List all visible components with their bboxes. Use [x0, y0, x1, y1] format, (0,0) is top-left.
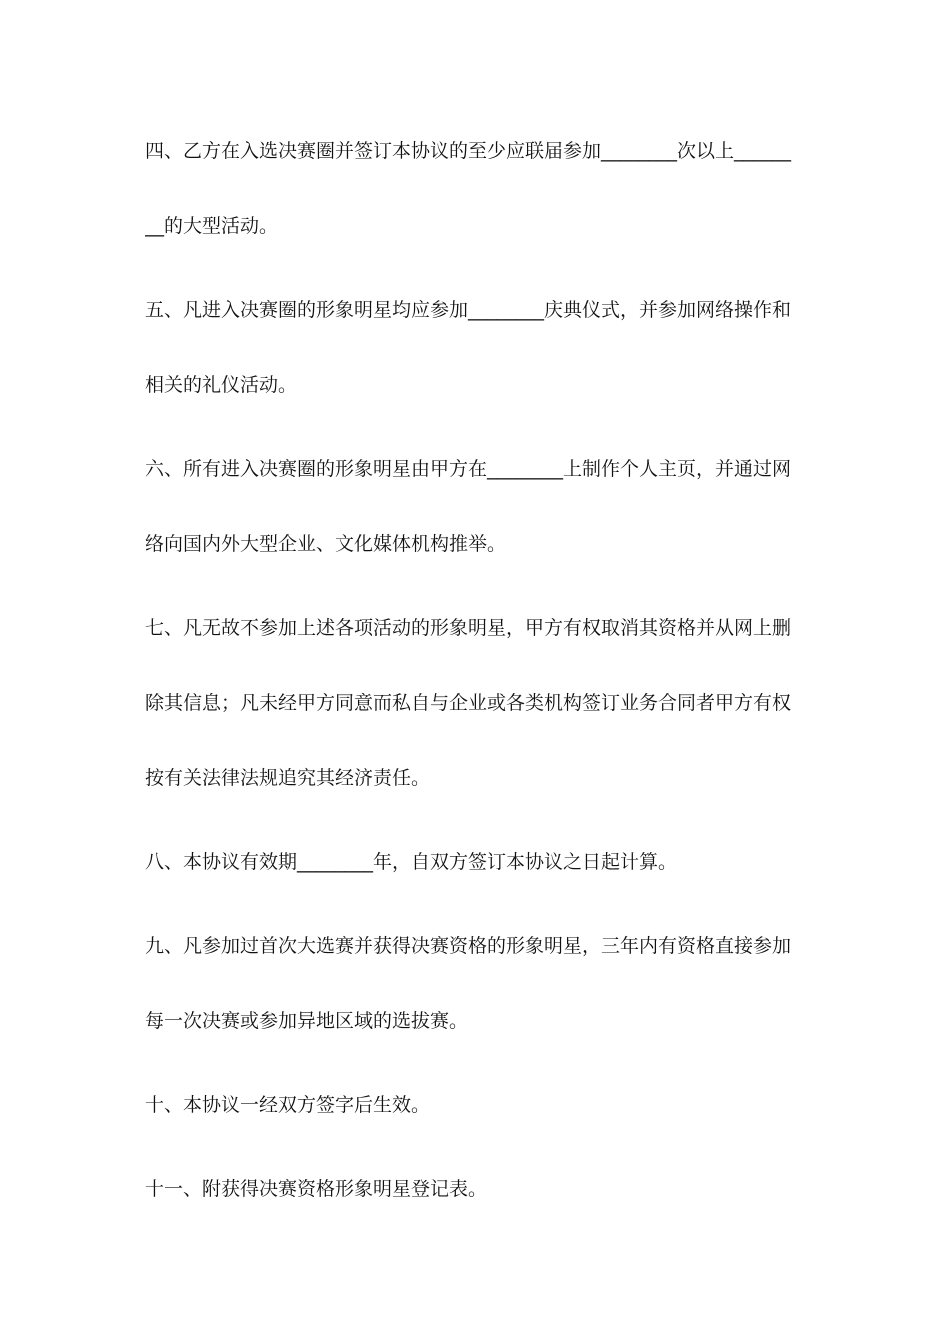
clause-6-line-1: 六、所有进入决赛圈的形象明星由甲方在________上制作个人主页，并通过网: [145, 458, 792, 480]
clause-11-line-1: 十一、附获得决赛资格形象明星登记表。: [145, 1178, 488, 1200]
clause-7-line-1: 七、凡无故不参加上述各项活动的形象明星，甲方有权取消其资格并从网上删: [145, 617, 792, 639]
clause-9-line-1: 九、凡参加过首次大选赛并获得决赛资格的形象明星，三年内有资格直接参加: [145, 935, 792, 957]
clause-5-line-1: 五、凡进入决赛圈的形象明星均应参加________庆典仪式，并参加网络操作和: [145, 299, 792, 321]
clause-4-line-1: 四、乙方在入选决赛圈并签订本协议的至少应联届参加________次以上______: [145, 140, 792, 162]
clause-6-line-2: 络向国内外大型企业、文化媒体机构推举。: [145, 533, 507, 555]
clause-5-line-2: 相关的礼仪活动。: [145, 374, 298, 396]
clause-10-line-1: 十、本协议一经双方签字后生效。: [145, 1094, 431, 1116]
clause-8-line-1: 八、本协议有效期________年，自双方签订本协议之日起计算。: [145, 851, 678, 873]
clause-7-line-3: 按有关法律法规追究其经济责任。: [145, 767, 431, 789]
clause-7-line-2: 除其信息；凡未经甲方同意而私自与企业或各类机构签订业务合同者甲方有权: [145, 692, 792, 714]
clause-4-line-2: __的大型活动。: [145, 215, 279, 237]
clause-9-line-2: 每一次决赛或参加异地区域的选拔赛。: [145, 1010, 469, 1032]
